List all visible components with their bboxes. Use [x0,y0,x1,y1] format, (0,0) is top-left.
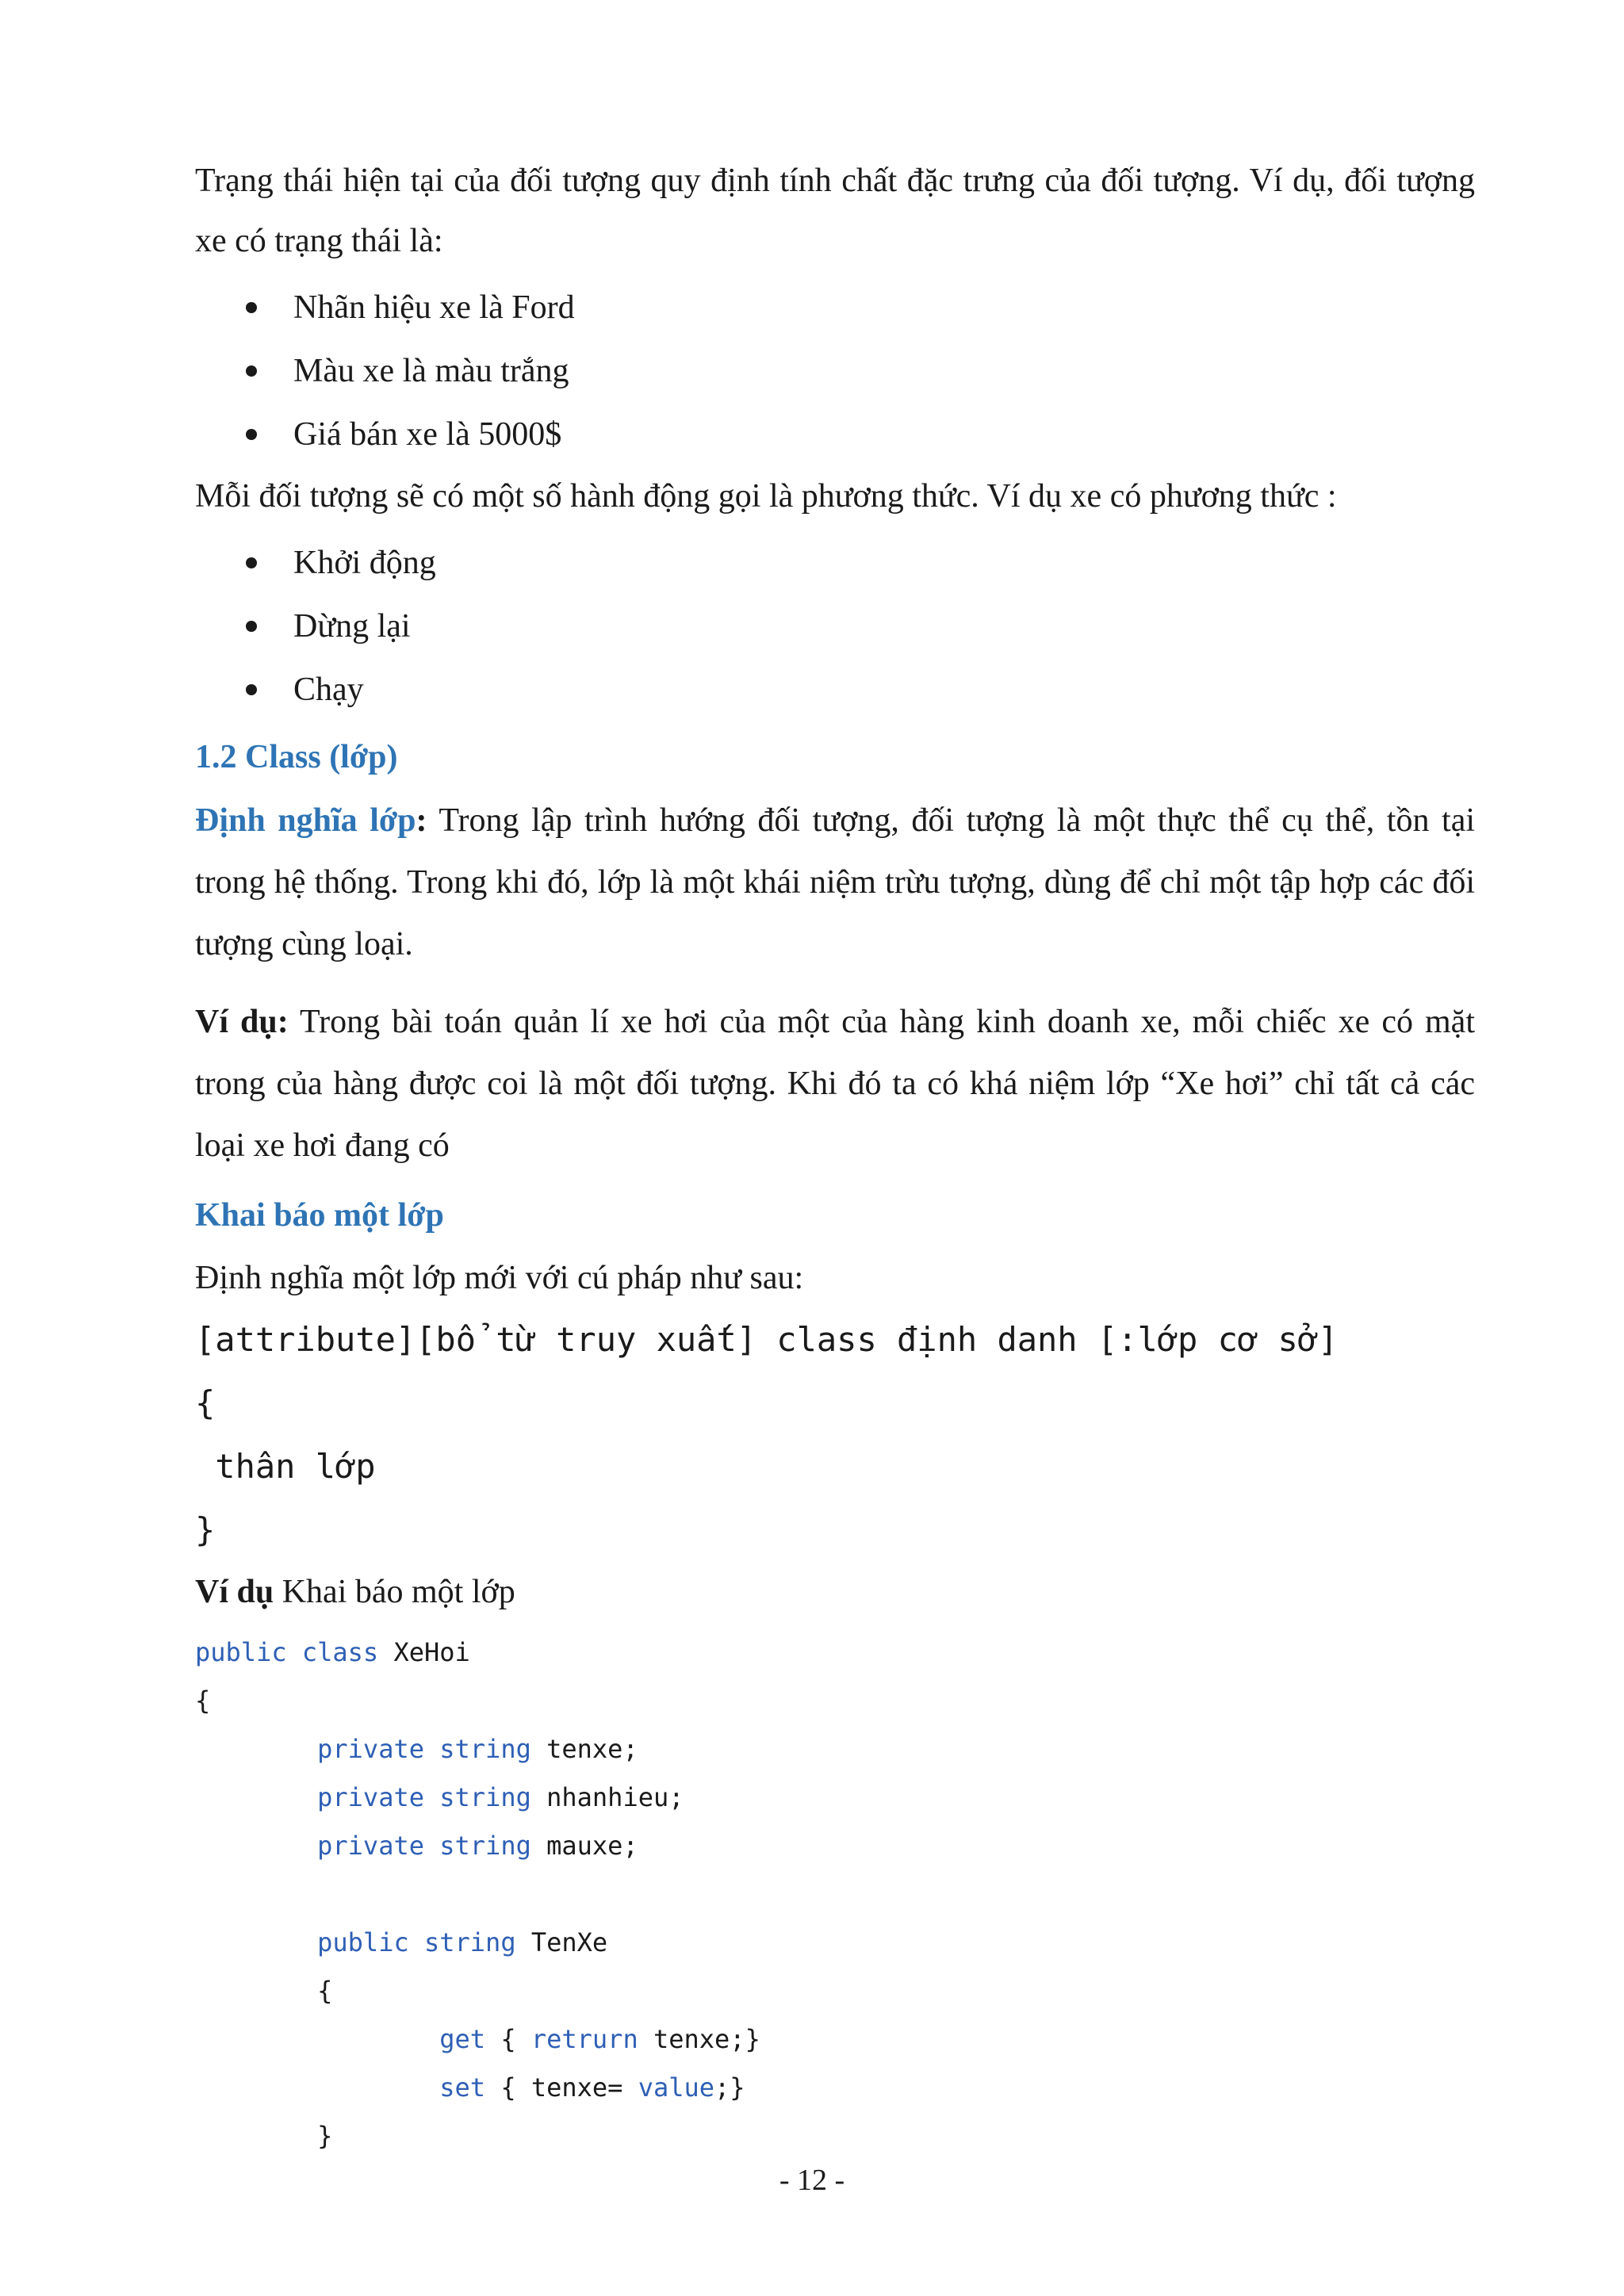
syntax-line: } [195,1510,216,1549]
list-item-text: Nhãn hiệu xe là Ford [293,289,575,326]
code-text: nhanhieu; [530,1782,684,1812]
code-keyword: string [423,1927,516,1957]
code-text: } [317,2121,333,2151]
list-item [195,531,1475,595]
page-number: - 12 - [779,2164,845,2197]
code-text: XeHoi [378,1637,470,1667]
bullet-icon [246,365,257,377]
code-text: tenxe;} [638,2024,760,2054]
code-line [195,1967,1475,2015]
page-content [195,151,1475,2160]
code-keyword: public [317,1927,409,1957]
code-example-caption [195,1562,1475,1622]
code-line [195,2064,1475,2112]
list-item-text: Khởi động [293,545,436,581]
code-keyword: private [317,1782,424,1812]
code-line: { [195,1686,211,1716]
code-text: tenxe; [530,1734,638,1764]
bullet-icon [246,429,257,440]
definition-paragraph [195,790,1475,975]
bullet-icon [246,302,257,313]
example-text: Trong bài toán quản lí xe hơi của một của hàng kinh doanh xe, mỗi chiếc xe có mặt trong của hàng được coi là một đối tượng. Khi đó ta có khá niệm lớp “Xe hơi” chỉ tất cả các loại xe hơi đang có [195,1004,1475,1164]
code-keyword: string [439,1831,531,1861]
state-bullet-list [195,276,1475,466]
syntax-intro: Định nghĩa một lớp mới với cú pháp như sau: [195,1260,804,1296]
list-item [195,276,1475,339]
code-text: { [317,1976,333,2006]
code-text: { tenxe= [485,2072,638,2103]
code-line [195,1628,1475,1677]
list-item-text: Giá bán xe là 5000$ [293,416,562,453]
code-line [195,1725,1475,1774]
list-item [195,339,1475,403]
definition-label: Định nghĩa lớp [195,802,416,839]
code-keyword: string [439,1734,531,1764]
subsection-heading: Khai báo một lớp [195,1197,444,1234]
code-line [195,1822,1475,1870]
code-text: TenXe [515,1927,608,1957]
code-keyword: set [439,2072,486,2103]
code-blank-line [195,1870,1475,1919]
list-item [195,403,1475,466]
definition-colon: : [416,802,427,839]
bullet-icon [246,557,257,568]
code-line [195,1774,1475,1822]
syntax-line: thân lớp [195,1447,376,1486]
code-example-label: Ví dụ [195,1574,274,1610]
section-heading: 1.2 Class (lớp) [195,739,398,775]
code-text: { [485,2024,531,2054]
code-keyword: class [301,1637,379,1667]
code-keyword: value [638,2072,715,2103]
bullet-icon [246,621,257,632]
code-line [195,2112,1475,2160]
code-line [195,1919,1475,1967]
code-example-text: Khai báo một lớp [274,1574,515,1610]
code-keyword: private [317,1831,424,1861]
code-line [195,2015,1475,2064]
code-text: ;} [714,2072,745,2103]
code-text: mauxe; [530,1831,638,1861]
methods-paragraph: Mỗi đối tượng sẽ có một số hành động gọi là phương thức. Ví dụ xe có phương thức : [195,478,1337,515]
intro-paragraph: Trạng thái hiện tại của đối tượng quy định tính chất đặc trưng của đối tượng. Ví dụ, đối tượng xe có trạng thái là: [195,163,1475,259]
definition-text: Trong lập trình hướng đối tượng, đối tượng là một thực thể cụ thể, tồn tại trong hệ thống. Trong khi đó, lớp là một khái niệm trừu tượng, dùng để chỉ một tập hợp các đối tượng cùng loại. [195,802,1475,962]
code-keyword: retrurn [530,2024,638,2054]
example-paragraph [195,991,1475,1177]
code-block [195,1628,1475,2160]
code-keyword: get [439,2024,486,2054]
list-item [195,595,1475,658]
list-item-text: Màu xe là màu trắng [293,353,569,389]
bullet-icon [246,684,257,695]
list-item [195,658,1475,721]
example-label: Ví dụ: [195,1004,289,1040]
list-item-text: Dừng lại [293,608,411,645]
code-keyword: private [317,1734,424,1764]
syntax-block [195,1308,1475,1562]
spacer [195,975,1475,991]
code-keyword: string [439,1782,531,1812]
syntax-line: [attribute][bổ từ truy xuất] class định danh [:lớp cơ sở] [195,1320,1339,1359]
list-item-text: Chạy [293,672,364,708]
syntax-line: { [195,1383,216,1422]
code-keyword: public [195,1637,287,1667]
method-bullet-list [195,531,1475,721]
